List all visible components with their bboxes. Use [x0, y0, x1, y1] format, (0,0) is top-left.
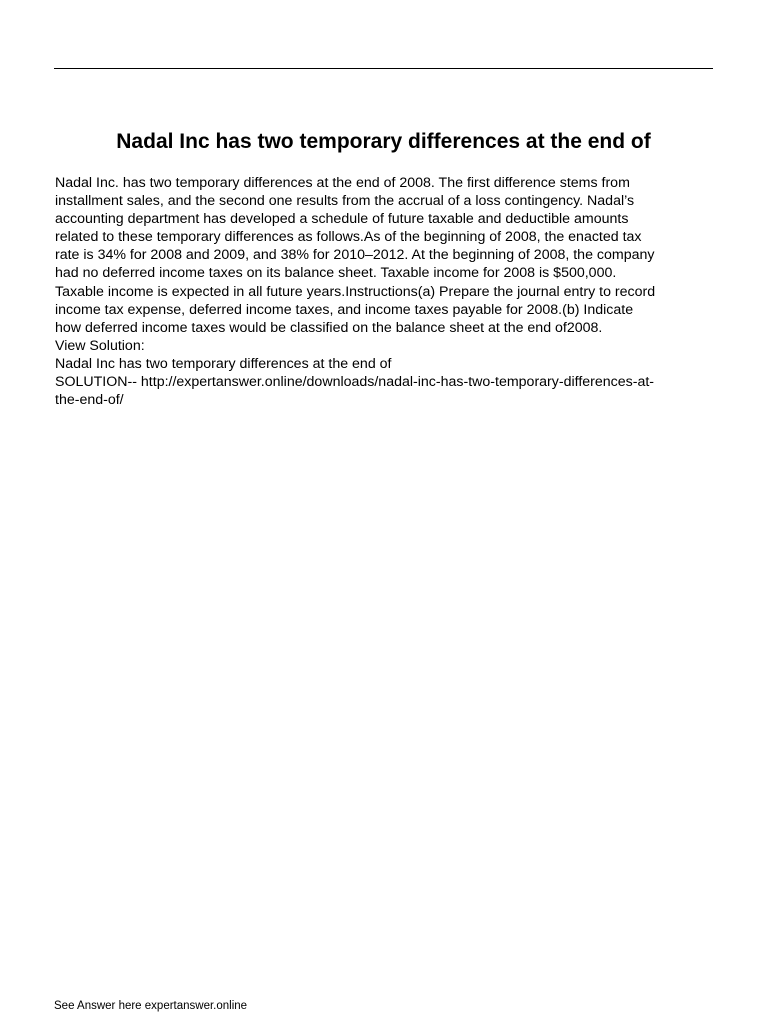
body-line: how deferred income taxes would be classified on the balance sheet at the end of2008. [55, 319, 603, 336]
solution-link-title: Nadal Inc has two temporary differences at the end of [55, 355, 392, 372]
body-line: accounting department has developed a schedule of future taxable and deductible amounts [55, 211, 629, 228]
solution-url-line-continued: the-end-of/ [55, 392, 124, 409]
footer-note: See Answer here expertanswer.online [54, 1000, 248, 1012]
body-line: Nadal Inc. has two temporary differences at the end of 2008. The first difference stems from [55, 175, 630, 191]
top-divider [54, 68, 713, 69]
body-line: income tax expense, deferred income taxes, and income taxes payable for 2008.(b) Indicate [55, 301, 634, 318]
body-line: installment sales, and the second one results from the accrual of a loss contingency. Nadal’s [55, 193, 635, 210]
body-line: related to these temporary differences as follows.As of the beginning of 2008, the enacted tax [55, 229, 642, 246]
page-title: Nadal Inc has two temporary differences at the end of [116, 130, 651, 153]
body-line: had no deferred income taxes on its balance sheet. Taxable income for 2008 is $500,000. [55, 265, 617, 282]
body-line: Taxable income is expected in all future years.Instructions(a) Prepare the journal entry to record [55, 283, 656, 300]
body-line: rate is 34% for 2008 and 2009, and 38% for 2010–2012. At the beginning of 2008, the company [55, 247, 655, 264]
solution-url-line: SOLUTION-- http://expertanswer.online/downloads/nadal-inc-has-two-temporary-differences-at- [55, 374, 655, 391]
view-solution-label: View Solution: [55, 337, 145, 354]
document-body [55, 174, 715, 409]
